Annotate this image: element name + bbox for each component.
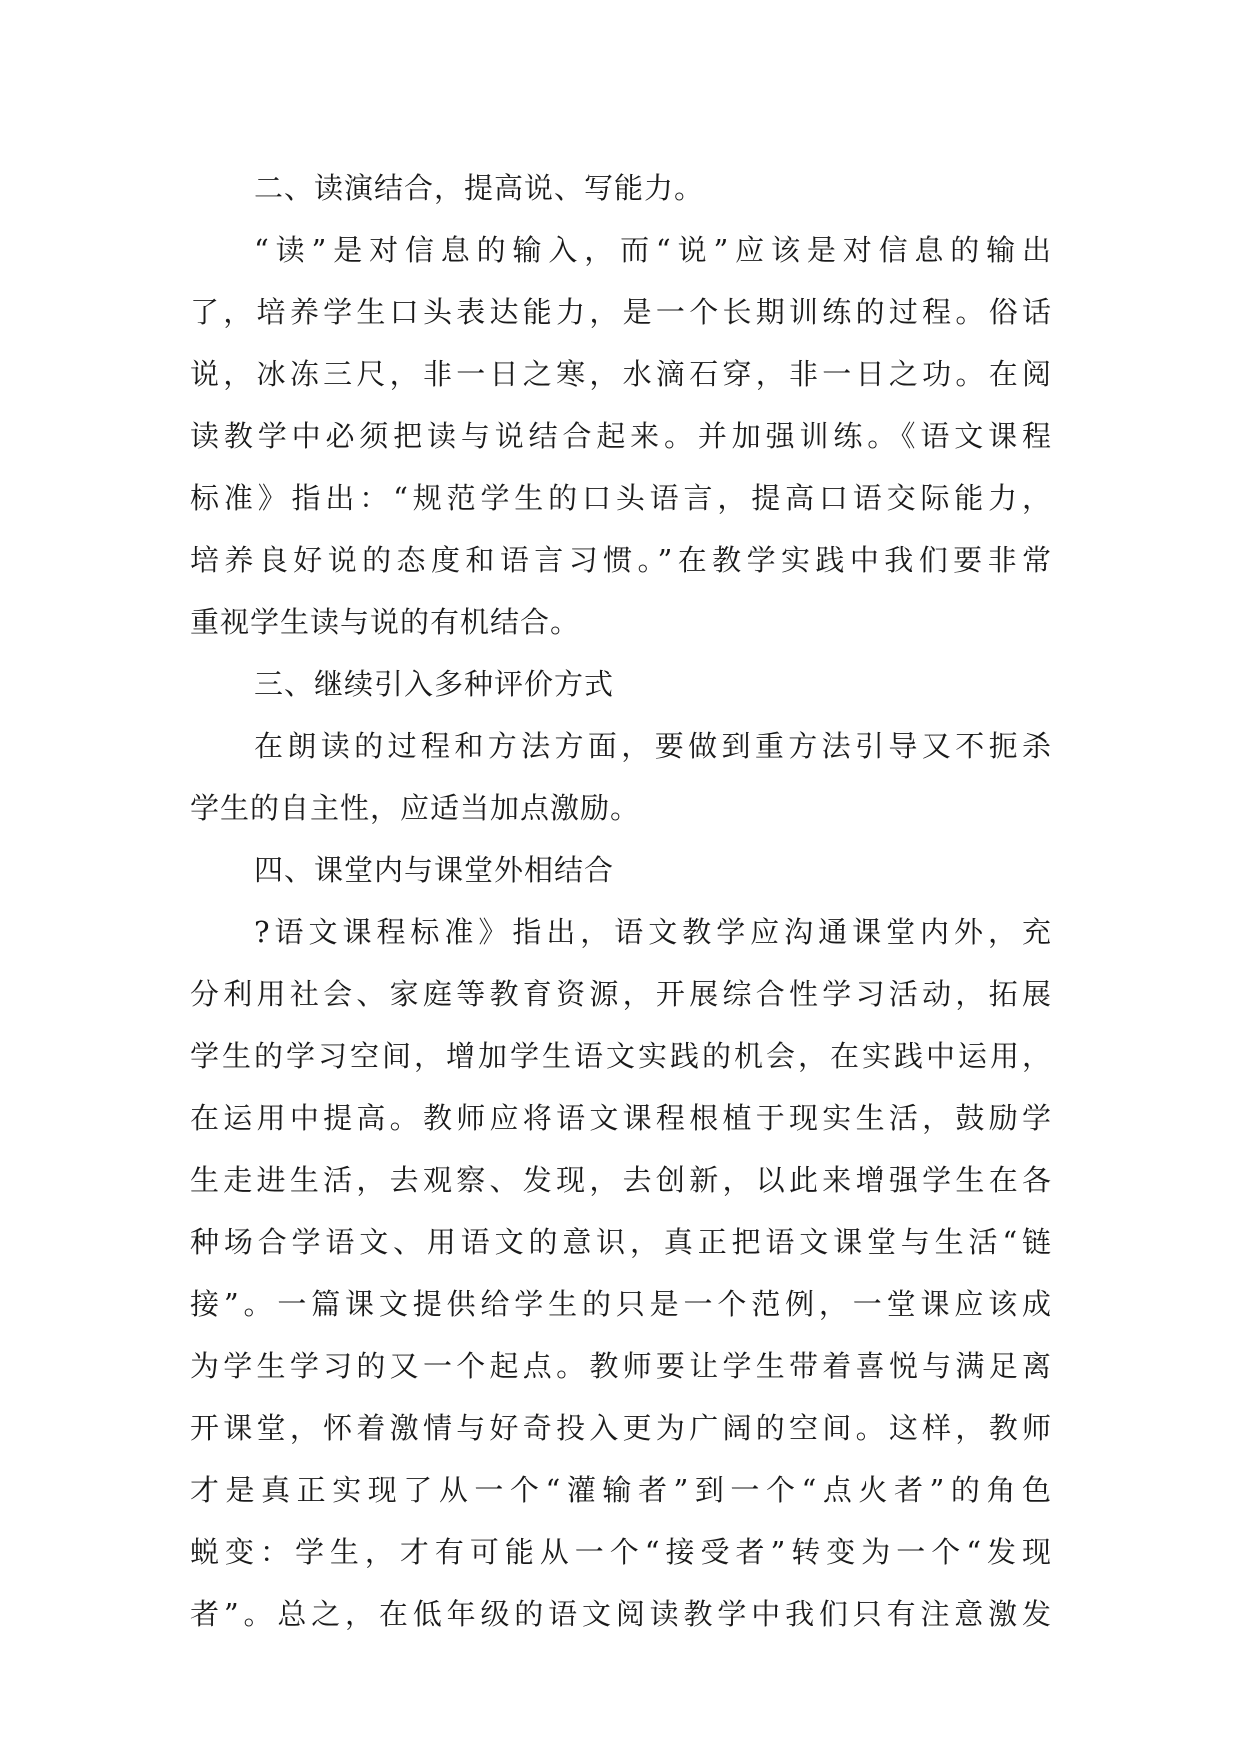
paragraph-line: 在运用中提高。教师应将语文课程根植于现实生活，鼓励学	[190, 1101, 1052, 1135]
paragraph-line: 生走进生活，去观察、发现，去创新，以此来增强学生在各	[190, 1163, 1052, 1197]
paragraph-line: 学生的自主性，应适当加点激励。	[190, 791, 641, 825]
paragraph-line: 才是真正实现了从一个“灌输者”到一个“点火者”的角色	[190, 1473, 1052, 1507]
paragraph-line: “读”是对信息的输入，而“说”应该是对信息的输出	[254, 233, 1052, 267]
paragraph-line: 重视学生读与说的有机结合。	[190, 605, 581, 639]
paragraph-line: 培养良好说的态度和语言习惯。”在教学实践中我们要非常	[190, 543, 1052, 577]
paragraph-line: ?语文课程标准》指出，语文教学应沟通课堂内外，充	[254, 915, 1052, 949]
paragraph-line: 者”。总之，在低年级的语文阅读教学中我们只有注意激发	[190, 1597, 1052, 1631]
paragraph-line: 说，冰冻三尺，非一日之寒，水滴石穿，非一日之功。在阅	[190, 357, 1052, 391]
document-body	[190, 157, 1052, 1645]
paragraph-line: 了，培养学生口头表达能力，是一个长期训练的过程。俗话	[190, 295, 1052, 329]
section-heading-4: 四、课堂内与课堂外相结合	[254, 853, 615, 887]
paragraph-line: 蜕变：学生，才有可能从一个“接受者”转变为一个“发现	[190, 1535, 1052, 1569]
paragraph-line: 种场合学语文、用语文的意识，真正把语文课堂与生活“链	[190, 1225, 1052, 1259]
section-heading-2: 二、读演结合，提高说、写能力。	[254, 171, 705, 205]
paragraph-line: 学生的学习空间，增加学生语文实践的机会，在实践中运用，	[190, 1039, 1052, 1073]
paragraph-line: 在朗读的过程和方法方面，要做到重方法引导又不扼杀	[254, 729, 1052, 763]
section-heading-3: 三、继续引入多种评价方式	[254, 667, 615, 701]
paragraph-line: 读教学中必须把读与说结合起来。并加强训练。《语文课程	[190, 419, 1052, 453]
paragraph-line: 标准》指出：“规范学生的口头语言，提高口语交际能力，	[190, 481, 1052, 515]
paragraph-line: 分利用社会、家庭等教育资源，开展综合性学习活动，拓展	[190, 977, 1052, 1011]
paragraph-line: 开课堂，怀着激情与好奇投入更为广阔的空间。这样，教师	[190, 1411, 1052, 1445]
paragraph-line: 接”。一篇课文提供给学生的只是一个范例，一堂课应该成	[190, 1287, 1052, 1321]
paragraph-line: 为学生学习的又一个起点。教师要让学生带着喜悦与满足离	[190, 1349, 1052, 1383]
